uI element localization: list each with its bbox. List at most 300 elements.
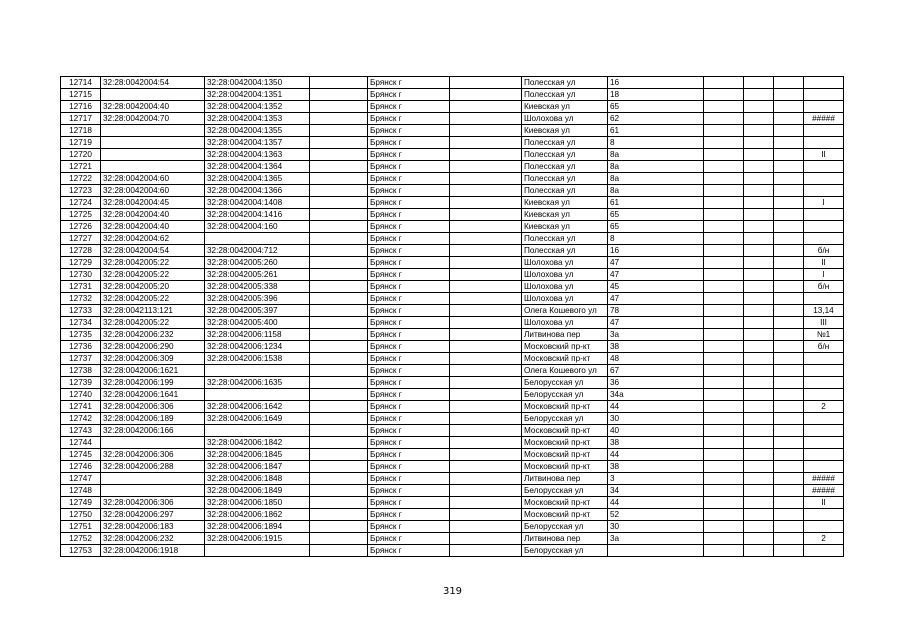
cell-street: Белорусская ул <box>522 413 608 425</box>
cell-city: Брянск г <box>368 281 450 293</box>
cell-house-number: 8а <box>608 149 704 161</box>
table-row <box>61 125 844 137</box>
cell-empty-col-8 <box>704 509 744 521</box>
cell-street: Шолохова ул <box>522 293 608 305</box>
cell-empty-col-10 <box>774 341 804 353</box>
cell-apartment <box>804 185 844 197</box>
cell-building-cadastral-number: 32:28:0042006:1894 <box>205 521 310 533</box>
table-row <box>61 113 844 125</box>
cell-city: Брянск г <box>368 257 450 269</box>
cell-street: Олега Кошевого ул <box>522 365 608 377</box>
cell-land-cadastral-number: 32:28:0042004:40 <box>101 209 205 221</box>
cell-empty-col-9 <box>744 425 774 437</box>
cell-empty-col-9 <box>744 233 774 245</box>
cell-empty-col-3 <box>310 473 368 485</box>
cell-empty-col-8 <box>704 377 744 389</box>
cell-house-number: 38 <box>608 461 704 473</box>
cell-empty-col-3 <box>310 317 368 329</box>
cell-street: Киевская ул <box>522 221 608 233</box>
cell-empty-col-3 <box>310 293 368 305</box>
cell-house-number: 47 <box>608 269 704 281</box>
cell-row-number: 12751 <box>61 521 101 533</box>
cell-empty-col-3 <box>310 389 368 401</box>
cell-empty-col-10 <box>774 329 804 341</box>
cell-row-number: 12752 <box>61 533 101 545</box>
cell-land-cadastral-number: 32:28:0042004:60 <box>101 185 205 197</box>
cell-city: Брянск г <box>368 209 450 221</box>
cell-empty-col-9 <box>744 137 774 149</box>
cell-empty-col-10 <box>774 221 804 233</box>
cell-building-cadastral-number: 32:28:0042004:1416 <box>205 209 310 221</box>
cell-empty-col-3 <box>310 365 368 377</box>
cell-building-cadastral-number: 32:28:0042004:1355 <box>205 125 310 137</box>
cell-land-cadastral-number: 32:28:0042006:309 <box>101 353 205 365</box>
cell-land-cadastral-number: 32:28:0042006:1621 <box>101 365 205 377</box>
cell-land-cadastral-number: 32:28:0042006:232 <box>101 329 205 341</box>
cell-house-number: 8 <box>608 233 704 245</box>
cell-city: Брянск г <box>368 425 450 437</box>
cell-city: Брянск г <box>368 377 450 389</box>
cell-building-cadastral-number: 32:28:0042006:1842 <box>205 437 310 449</box>
cell-apartment: II <box>804 149 844 161</box>
cell-empty-col-3 <box>310 77 368 89</box>
cell-house-number: 8а <box>608 161 704 173</box>
cell-apartment <box>804 413 844 425</box>
cell-empty-col-9 <box>744 521 774 533</box>
cell-building-cadastral-number: 32:28:0042005:338 <box>205 281 310 293</box>
cell-empty-col-8 <box>704 281 744 293</box>
cell-row-number: 12728 <box>61 245 101 257</box>
cell-empty-col-8 <box>704 77 744 89</box>
cell-city: Брянск г <box>368 353 450 365</box>
cell-empty-col-3 <box>310 185 368 197</box>
cell-row-number: 12732 <box>61 293 101 305</box>
cell-apartment <box>804 377 844 389</box>
cell-empty-col-9 <box>744 173 774 185</box>
cell-apartment: II <box>804 257 844 269</box>
cell-building-cadastral-number: 32:28:0042004:1365 <box>205 173 310 185</box>
cell-empty-col-8 <box>704 461 744 473</box>
cell-empty-col-9 <box>744 341 774 353</box>
cell-street: Киевская ул <box>522 197 608 209</box>
cell-land-cadastral-number: 32:28:0042006:306 <box>101 449 205 461</box>
cell-empty-col-5 <box>450 461 522 473</box>
cell-empty-col-5 <box>450 473 522 485</box>
cell-building-cadastral-number <box>205 233 310 245</box>
cell-empty-col-9 <box>744 317 774 329</box>
cell-empty-col-9 <box>744 197 774 209</box>
cell-empty-col-9 <box>744 473 774 485</box>
cell-house-number: 3 <box>608 473 704 485</box>
cell-street: Полесская ул <box>522 185 608 197</box>
cell-empty-col-3 <box>310 461 368 473</box>
cell-empty-col-9 <box>744 281 774 293</box>
cell-empty-col-9 <box>744 353 774 365</box>
cell-city: Брянск г <box>368 149 450 161</box>
cell-empty-col-9 <box>744 509 774 521</box>
cell-building-cadastral-number: 32:28:0042005:261 <box>205 269 310 281</box>
cell-street: Полесская ул <box>522 173 608 185</box>
cell-empty-col-10 <box>774 389 804 401</box>
cell-empty-col-5 <box>450 221 522 233</box>
cell-row-number: 12721 <box>61 161 101 173</box>
cell-empty-col-8 <box>704 473 744 485</box>
cell-empty-col-5 <box>450 125 522 137</box>
cell-empty-col-8 <box>704 365 744 377</box>
cell-city: Брянск г <box>368 533 450 545</box>
cell-apartment <box>804 125 844 137</box>
cell-empty-col-5 <box>450 533 522 545</box>
cell-apartment: I <box>804 269 844 281</box>
cell-row-number: 12716 <box>61 101 101 113</box>
cell-street: Московский пр-кт <box>522 425 608 437</box>
cell-row-number: 12746 <box>61 461 101 473</box>
cell-apartment <box>804 461 844 473</box>
cell-empty-col-9 <box>744 221 774 233</box>
cell-city: Брянск г <box>368 497 450 509</box>
cell-empty-col-9 <box>744 209 774 221</box>
cell-apartment <box>804 161 844 173</box>
cell-empty-col-3 <box>310 533 368 545</box>
cell-apartment: 2 <box>804 533 844 545</box>
cell-apartment: №1 <box>804 329 844 341</box>
table-row <box>61 149 844 161</box>
cell-empty-col-10 <box>774 233 804 245</box>
cell-city: Брянск г <box>368 197 450 209</box>
cell-city: Брянск г <box>368 245 450 257</box>
cell-house-number: 40 <box>608 425 704 437</box>
cell-empty-col-10 <box>774 497 804 509</box>
cell-empty-col-5 <box>450 161 522 173</box>
cell-apartment: ##### <box>804 113 844 125</box>
cell-row-number: 12743 <box>61 425 101 437</box>
cell-land-cadastral-number: 32:28:0042005:22 <box>101 293 205 305</box>
cell-house-number: 62 <box>608 113 704 125</box>
cell-land-cadastral-number: 32:28:0042005:22 <box>101 257 205 269</box>
cell-building-cadastral-number: 32:28:0042006:1848 <box>205 473 310 485</box>
cell-empty-col-10 <box>774 521 804 533</box>
cell-empty-col-5 <box>450 545 522 557</box>
cell-street: Московский пр-кт <box>522 437 608 449</box>
cell-house-number: 44 <box>608 497 704 509</box>
cell-land-cadastral-number: 32:28:0042006:1641 <box>101 389 205 401</box>
cell-empty-col-5 <box>450 497 522 509</box>
cell-land-cadastral-number: 32:28:0042006:297 <box>101 509 205 521</box>
cell-empty-col-3 <box>310 149 368 161</box>
table-row <box>61 269 844 281</box>
cell-empty-col-8 <box>704 293 744 305</box>
cell-empty-col-9 <box>744 161 774 173</box>
cell-city: Брянск г <box>368 293 450 305</box>
cell-land-cadastral-number <box>101 437 205 449</box>
cell-apartment <box>804 89 844 101</box>
cell-building-cadastral-number: 32:28:0042005:400 <box>205 317 310 329</box>
cell-house-number: 3а <box>608 533 704 545</box>
cell-empty-col-8 <box>704 257 744 269</box>
cell-row-number: 12734 <box>61 317 101 329</box>
cell-empty-col-5 <box>450 365 522 377</box>
cell-empty-col-10 <box>774 449 804 461</box>
cell-row-number: 12731 <box>61 281 101 293</box>
cell-city: Брянск г <box>368 329 450 341</box>
table-row <box>61 305 844 317</box>
cell-apartment: б/н <box>804 281 844 293</box>
cell-street: Шолохова ул <box>522 269 608 281</box>
cell-building-cadastral-number: 32:28:0042006:1158 <box>205 329 310 341</box>
cell-city: Брянск г <box>368 161 450 173</box>
table-row <box>61 257 844 269</box>
cell-empty-col-8 <box>704 353 744 365</box>
cell-apartment <box>804 437 844 449</box>
cell-empty-col-10 <box>774 245 804 257</box>
cell-land-cadastral-number: 32:28:0042006:1918 <box>101 545 205 557</box>
cell-empty-col-10 <box>774 413 804 425</box>
cell-empty-col-3 <box>310 377 368 389</box>
cell-row-number: 12747 <box>61 473 101 485</box>
cell-land-cadastral-number: 32:28:0042006:288 <box>101 461 205 473</box>
cell-empty-col-3 <box>310 257 368 269</box>
cell-empty-col-3 <box>310 221 368 233</box>
cell-city: Брянск г <box>368 269 450 281</box>
cell-land-cadastral-number: 32:28:0042006:183 <box>101 521 205 533</box>
cell-empty-col-10 <box>774 401 804 413</box>
cell-street: Белорусская ул <box>522 377 608 389</box>
cell-empty-col-9 <box>744 413 774 425</box>
cell-city: Брянск г <box>368 341 450 353</box>
cell-empty-col-10 <box>774 137 804 149</box>
cell-empty-col-5 <box>450 149 522 161</box>
table-row <box>61 377 844 389</box>
cell-empty-col-8 <box>704 413 744 425</box>
cell-building-cadastral-number: 32:28:0042004:712 <box>205 245 310 257</box>
table-row <box>61 437 844 449</box>
cell-house-number: 65 <box>608 221 704 233</box>
cell-house-number: 8а <box>608 185 704 197</box>
cell-empty-col-3 <box>310 545 368 557</box>
cell-empty-col-10 <box>774 425 804 437</box>
cell-row-number: 12749 <box>61 497 101 509</box>
cell-street: Полесская ул <box>522 233 608 245</box>
cell-row-number: 12748 <box>61 485 101 497</box>
cell-city: Брянск г <box>368 101 450 113</box>
cell-empty-col-9 <box>744 497 774 509</box>
cell-empty-col-10 <box>774 185 804 197</box>
cell-apartment: II <box>804 497 844 509</box>
cell-empty-col-8 <box>704 233 744 245</box>
cell-city: Брянск г <box>368 137 450 149</box>
cell-empty-col-5 <box>450 113 522 125</box>
cell-empty-col-3 <box>310 161 368 173</box>
cell-street: Полесская ул <box>522 77 608 89</box>
cell-house-number: 38 <box>608 437 704 449</box>
cell-empty-col-3 <box>310 341 368 353</box>
cell-apartment <box>804 449 844 461</box>
cell-empty-col-9 <box>744 77 774 89</box>
table-row <box>61 137 844 149</box>
cell-house-number: 47 <box>608 317 704 329</box>
cell-row-number: 12726 <box>61 221 101 233</box>
cell-street: Белорусская ул <box>522 485 608 497</box>
cell-row-number: 12736 <box>61 341 101 353</box>
cell-empty-col-8 <box>704 137 744 149</box>
table-row <box>61 197 844 209</box>
cell-building-cadastral-number: 32:28:0042006:1845 <box>205 449 310 461</box>
cell-empty-col-3 <box>310 521 368 533</box>
cell-apartment: I <box>804 197 844 209</box>
table-row <box>61 245 844 257</box>
cell-house-number: 3а <box>608 329 704 341</box>
cell-empty-col-8 <box>704 449 744 461</box>
cell-empty-col-8 <box>704 485 744 497</box>
cell-empty-col-9 <box>744 185 774 197</box>
cell-house-number: 48 <box>608 353 704 365</box>
cell-apartment <box>804 389 844 401</box>
cell-empty-col-10 <box>774 161 804 173</box>
cell-row-number: 12738 <box>61 365 101 377</box>
cell-row-number: 12718 <box>61 125 101 137</box>
cell-apartment: 2 <box>804 401 844 413</box>
cell-empty-col-8 <box>704 125 744 137</box>
cell-empty-col-5 <box>450 101 522 113</box>
table-row <box>61 317 844 329</box>
cell-street: Московский пр-кт <box>522 341 608 353</box>
cell-empty-col-10 <box>774 281 804 293</box>
cell-empty-col-5 <box>450 425 522 437</box>
cell-row-number: 12720 <box>61 149 101 161</box>
cell-empty-col-5 <box>450 173 522 185</box>
cell-building-cadastral-number: 32:28:0042004:1351 <box>205 89 310 101</box>
table-row <box>61 449 844 461</box>
cell-empty-col-8 <box>704 161 744 173</box>
cell-apartment: б/н <box>804 341 844 353</box>
cell-empty-col-10 <box>774 461 804 473</box>
cell-building-cadastral-number: 32:28:0042006:1649 <box>205 413 310 425</box>
cell-building-cadastral-number: 32:28:0042004:1408 <box>205 197 310 209</box>
cell-empty-col-8 <box>704 329 744 341</box>
cell-empty-col-10 <box>774 293 804 305</box>
cell-empty-col-9 <box>744 389 774 401</box>
table-row <box>61 521 844 533</box>
cell-apartment <box>804 233 844 245</box>
cell-row-number: 12742 <box>61 413 101 425</box>
page-number: 319 <box>442 586 463 597</box>
cell-building-cadastral-number: 32:28:0042005:260 <box>205 257 310 269</box>
cell-street: Полесская ул <box>522 137 608 149</box>
cell-building-cadastral-number: 32:28:0042004:1353 <box>205 113 310 125</box>
cell-building-cadastral-number: 32:28:0042006:1862 <box>205 509 310 521</box>
cell-empty-col-8 <box>704 437 744 449</box>
cell-street: Шолохова ул <box>522 257 608 269</box>
cell-apartment: 13,14 <box>804 305 844 317</box>
table-row <box>61 161 844 173</box>
cell-empty-col-5 <box>450 89 522 101</box>
cell-empty-col-9 <box>744 305 774 317</box>
cell-street: Киевская ул <box>522 101 608 113</box>
cell-empty-col-9 <box>744 485 774 497</box>
cell-house-number: 36 <box>608 377 704 389</box>
cell-empty-col-8 <box>704 545 744 557</box>
cell-city: Брянск г <box>368 485 450 497</box>
cell-row-number: 12753 <box>61 545 101 557</box>
cell-building-cadastral-number <box>205 425 310 437</box>
cell-apartment <box>804 293 844 305</box>
cell-empty-col-3 <box>310 269 368 281</box>
table-row <box>61 341 844 353</box>
cell-empty-col-8 <box>704 197 744 209</box>
cell-empty-col-3 <box>310 329 368 341</box>
cell-empty-col-9 <box>744 329 774 341</box>
cell-empty-col-9 <box>744 89 774 101</box>
cell-empty-col-10 <box>774 149 804 161</box>
cell-row-number: 12745 <box>61 449 101 461</box>
cell-city: Брянск г <box>368 545 450 557</box>
cell-street: Литвинова пер <box>522 473 608 485</box>
cell-house-number: 61 <box>608 125 704 137</box>
cell-empty-col-5 <box>450 509 522 521</box>
cell-house-number: 52 <box>608 509 704 521</box>
cell-house-number: 8 <box>608 137 704 149</box>
cell-empty-col-10 <box>774 317 804 329</box>
cell-house-number: 65 <box>608 101 704 113</box>
cell-land-cadastral-number: 32:28:0042004:60 <box>101 173 205 185</box>
cell-city: Брянск г <box>368 449 450 461</box>
cell-row-number: 12719 <box>61 137 101 149</box>
cell-house-number: 30 <box>608 413 704 425</box>
cell-empty-col-9 <box>744 125 774 137</box>
table-row <box>61 365 844 377</box>
cell-empty-col-8 <box>704 401 744 413</box>
cell-city: Брянск г <box>368 317 450 329</box>
cell-row-number: 12739 <box>61 377 101 389</box>
cell-empty-col-5 <box>450 437 522 449</box>
table-row <box>61 101 844 113</box>
cell-street: Московский пр-кт <box>522 461 608 473</box>
cell-land-cadastral-number: 32:28:0042004:54 <box>101 77 205 89</box>
cell-empty-col-9 <box>744 533 774 545</box>
cell-empty-col-3 <box>310 137 368 149</box>
cell-empty-col-5 <box>450 317 522 329</box>
cell-row-number: 12722 <box>61 173 101 185</box>
cell-building-cadastral-number: 32:28:0042006:1538 <box>205 353 310 365</box>
cell-empty-col-5 <box>450 293 522 305</box>
cell-empty-col-10 <box>774 197 804 209</box>
cell-land-cadastral-number: 32:28:0042004:70 <box>101 113 205 125</box>
cell-building-cadastral-number <box>205 545 310 557</box>
cell-empty-col-10 <box>774 77 804 89</box>
cell-land-cadastral-number <box>101 125 205 137</box>
cell-row-number: 12725 <box>61 209 101 221</box>
cell-row-number: 12730 <box>61 269 101 281</box>
cell-city: Брянск г <box>368 473 450 485</box>
cell-empty-col-10 <box>774 353 804 365</box>
cell-empty-col-9 <box>744 149 774 161</box>
cell-house-number: 38 <box>608 341 704 353</box>
cell-empty-col-3 <box>310 401 368 413</box>
cell-empty-col-9 <box>744 269 774 281</box>
cell-city: Брянск г <box>368 89 450 101</box>
cell-empty-col-5 <box>450 377 522 389</box>
cell-city: Брянск г <box>368 233 450 245</box>
cell-empty-col-10 <box>774 473 804 485</box>
cell-land-cadastral-number: 32:28:0042006:166 <box>101 425 205 437</box>
cell-land-cadastral-number <box>101 161 205 173</box>
table-row <box>61 485 844 497</box>
cell-empty-col-10 <box>774 533 804 545</box>
cell-row-number: 12741 <box>61 401 101 413</box>
table-row <box>61 473 844 485</box>
cell-land-cadastral-number <box>101 485 205 497</box>
cell-empty-col-3 <box>310 281 368 293</box>
